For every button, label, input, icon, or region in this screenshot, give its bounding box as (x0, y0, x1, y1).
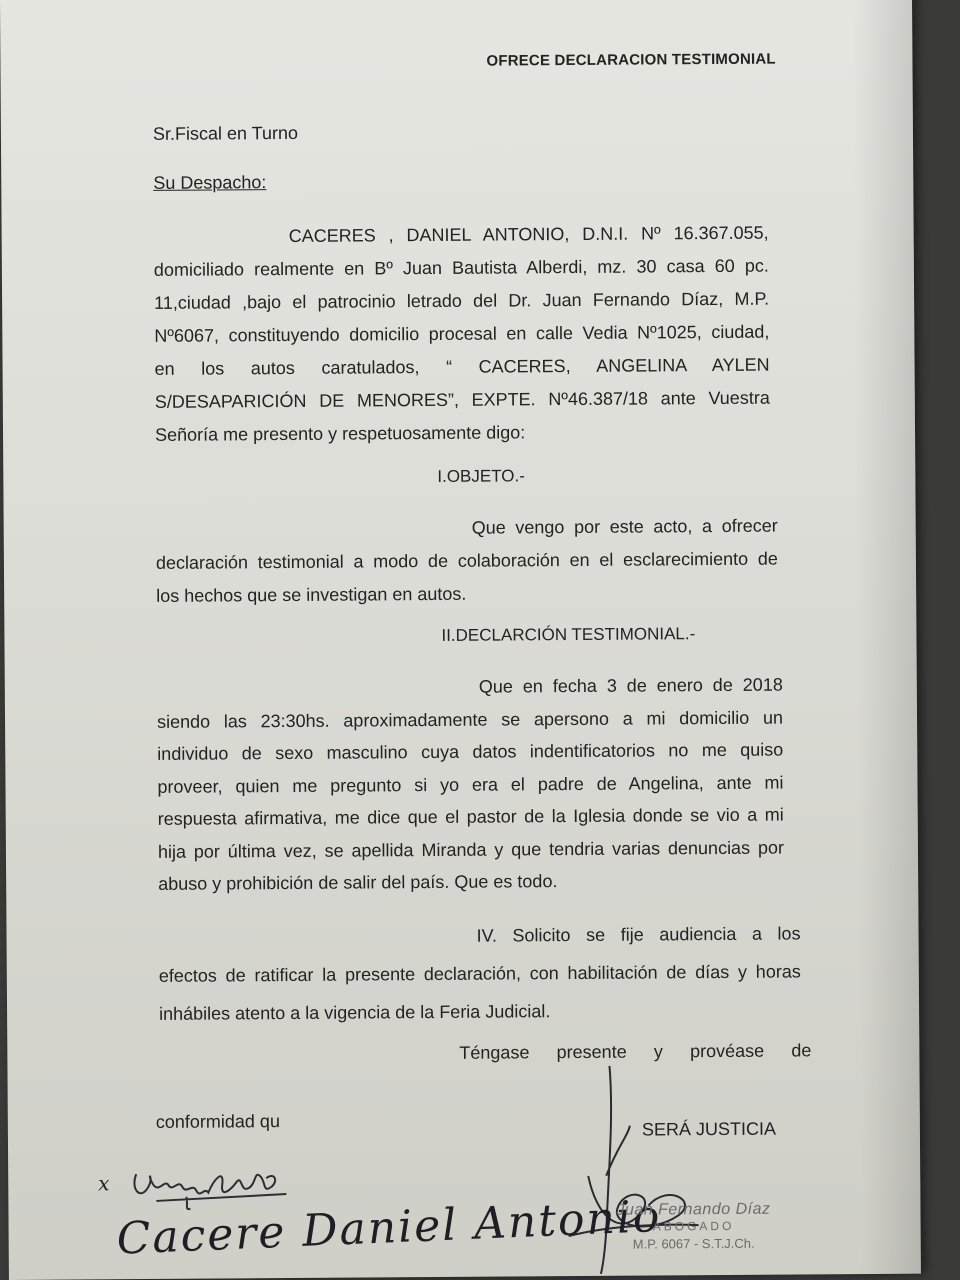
stamp-name: Juan Fernando Díaz (616, 1200, 771, 1219)
document-title: OFRECE DECLARACION TESTIMONIAL (486, 50, 776, 70)
section4-line: inhábiles atento a la vigencia de la Feria Judicial. (159, 1001, 551, 1024)
section1-paragraph (156, 510, 779, 613)
section1-line: los hechos que se investigan en autos. (156, 583, 467, 606)
intro-line: 11,ciudad ,bajo el patrocinio letrado del Dr. Juan Fernando Díaz, M.P. (154, 288, 770, 313)
section4-line: IV. Solicito se fije audiencia a los (476, 923, 801, 946)
handwritten-name: Cacere Daniel Antonio (115, 1190, 663, 1265)
section1-line: declaración testimonial a modo de colaboración en el esclarecimiento de (155, 548, 778, 573)
section2-paragraph (157, 669, 785, 901)
section2-line: abuso y prohibición de salir del país. Que es todo. (158, 871, 558, 894)
stamp-role: ABOGADO (652, 1218, 735, 1234)
closing-line: Téngase presente y provéase de (459, 1040, 812, 1063)
intro-line: CACERES , DANIEL ANTONIO, D.N.I. Nº 16.367.055, (288, 222, 769, 246)
despacho-line: Su Despacho: (153, 172, 267, 193)
section4-paragraph (158, 914, 801, 1032)
intro-line: domiciliado realmente en Bº Juan Bautista Alberdi, mz. 30 casa 60 pc. (153, 255, 769, 280)
closing-paragraph (459, 1034, 811, 1069)
stamp-registration: M.P. 6067 - S.T.J.Ch. (632, 1235, 755, 1252)
signature-mark: x (98, 1171, 110, 1196)
intro-line: S/DESAPARICIÓN DE MENORES”, EXPTE. Nº46.387/18 ante Vuestra (154, 387, 770, 412)
intro-paragraph (154, 217, 771, 452)
section2-line: Que en fecha 3 de enero de 2018 (478, 674, 783, 697)
closing-line-2: conformidad qu (155, 1111, 280, 1132)
intro-line: Señoría me presento y respetuosamente digo: (154, 422, 526, 445)
section2-line: siendo las 23:30hs. aproximadamente se apersono a mi domicilio un (156, 707, 784, 732)
intro-line: en los autos caratulados, “ CACERES, ANGELINA AYLEN (154, 354, 770, 379)
section2-line: hija por última vez, se apellida Miranda y que tendria varias denuncias por (157, 837, 785, 862)
page-shadow (852, 0, 921, 1274)
section2-line: individuo de sexo masculino cuya datos indentificatorios no me quiso (157, 739, 784, 764)
intro-line: Nº6067, constituyendo domicilio procesal en calle Vedia Nº1025, ciudad, (154, 321, 770, 346)
sera-justicia: SERÁ JUSTICIA (641, 1118, 776, 1140)
section1-line: Que vengo por este acto, a ofrecer (471, 515, 778, 538)
addressee: Sr.Fiscal en Turno (152, 122, 299, 144)
section2-line: respuesta afirmativa, me dice que el pastor de la Iglesia donde se vio a mi (157, 804, 784, 829)
lawyer-stamp (616, 1201, 770, 1253)
section2-heading: II.DECLARCIÓN TESTIMONIAL.- (441, 624, 696, 645)
section4-line: efectos de ratificar la presente declaración, con habilitación de días y horas (158, 961, 801, 986)
section2-line: proveer, quien me pregunto si yo era el padre de Angelina, ante mi (157, 772, 784, 797)
section1-heading: I.OBJETO.- (437, 466, 525, 486)
